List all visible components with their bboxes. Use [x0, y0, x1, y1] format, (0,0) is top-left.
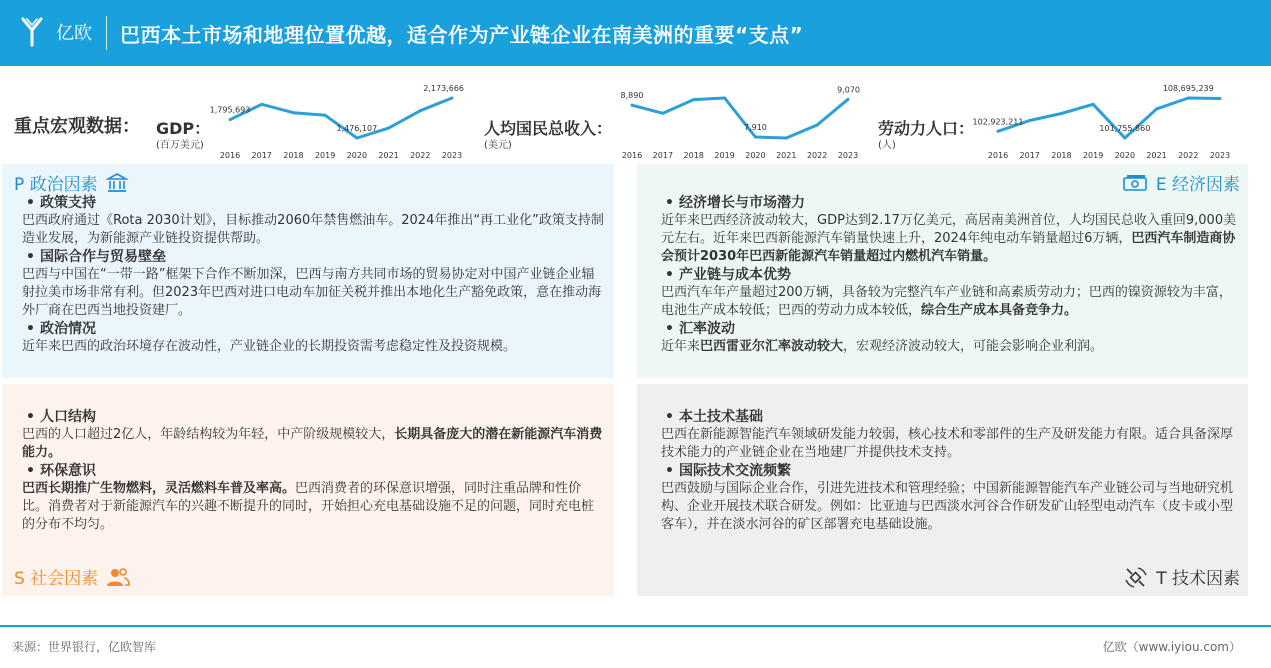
gni-label: 人均国民总收入：	[484, 119, 613, 138]
footer-brand: 亿欧（www.iyiou.com）	[1102, 640, 1241, 654]
social-text-2-main: 巴西消费者的环保意识增强，同时注重品牌和性价比。消费者对于新能源汽车的兴趣不断提升的同时，开始担心充电基础设施不足的问题，同时充电桩的分布不均匀。	[22, 481, 595, 532]
data-point	[292, 111, 295, 114]
political-text-3: 近年来巴西的政治环境存在波动性，产业链企业的长期投资需考虑稳定性及投资规模。	[22, 339, 517, 354]
x-tick-label: 2020	[1114, 151, 1136, 160]
data-point	[451, 97, 454, 100]
data-point	[1123, 137, 1126, 140]
data-label: 101,755,860	[1099, 124, 1151, 133]
social-title-text: S 社会因素	[14, 569, 99, 589]
political-text-2: 巴西与中国在“一带一路”框架下合作不断加深，巴西与南方共同市场的贸易协定对中国产业链企业辐射拉美市场非常有利。但2023年巴西对进口电动车加征关税并推出本地化生产豁免政策，意在推动海外厂商在巴西当地投资建厂。	[22, 267, 602, 318]
economic-text-2-bold: 综合生产成本具备竞争力。	[921, 303, 1078, 318]
social-head-1: • 人口结构	[22, 408, 604, 426]
data-point	[1187, 97, 1190, 100]
data-point	[229, 118, 232, 121]
page-title: 巴西本土市场和地理位置优越，适合作为产业链企业在南美洲的重要“支点”	[120, 23, 804, 47]
gdp-label: GDP：	[156, 119, 211, 138]
economic-content	[661, 194, 1241, 356]
data-point	[1060, 112, 1063, 115]
x-tick-label: 2020	[346, 151, 368, 160]
political-text-1: 巴西政府通过《Rota 2030计划》，目标推动2060年禁售燃油车。2024年推出“再工业化”政策支持制造业发展，为新能源产业链投资提供帮助。	[22, 213, 604, 246]
x-tick-label: 2017	[652, 151, 674, 160]
gdp-unit: (百万美元)	[156, 140, 204, 151]
technology-text-2: 巴西鼓励与国际企业合作，引进先进技术和管理经验；中国新能源智能汽车产业链公司与当地研究机构、企业开展技术联合研发。例如：比亚迪与巴西淡水河谷合作研发矿山轻型电动汽车（皮卡或小型客车），并在淡水河谷的矿区部署充电基础设施。	[661, 481, 1234, 532]
technology-head-2: • 国际技术交流频繁	[661, 462, 1241, 480]
data-point	[260, 103, 263, 106]
political-title-text: P 政治因素	[14, 175, 98, 195]
x-tick-label: 2023	[441, 151, 463, 160]
economic-head-3: • 汇率波动	[661, 320, 1241, 338]
government-building-icon	[106, 172, 128, 194]
x-tick-label: 2020	[745, 151, 766, 160]
social-head-2: • 环保意识	[22, 462, 604, 480]
data-point	[419, 109, 422, 112]
data-label: 102,923,211	[972, 117, 1024, 127]
political-head-1: • 政策支持	[22, 194, 604, 212]
data-point	[847, 98, 850, 101]
data-point	[1219, 97, 1222, 100]
x-tick-label: 2019	[714, 151, 735, 160]
money-icon	[1122, 172, 1148, 194]
x-tick-label: 2017	[251, 151, 272, 160]
data-point	[1028, 119, 1031, 122]
x-tick-label: 2018	[683, 151, 704, 160]
source-note: 来源：世界银行，亿欧智库	[12, 640, 157, 654]
social-panel	[2, 384, 614, 596]
political-panel	[2, 164, 614, 378]
technology-title-text: T 技术因素	[1156, 569, 1240, 589]
economic-text-3-bold: 巴西雷亚尔汇率波动较大	[700, 339, 844, 354]
data-point	[816, 123, 819, 126]
political-title	[14, 170, 128, 195]
logo-icon	[18, 15, 52, 49]
gni-unit: (美元)	[484, 140, 512, 151]
economic-text-3-pre: 近年来	[661, 339, 701, 354]
data-label: 108,695,239	[1162, 84, 1214, 93]
gni-line-chart	[612, 76, 868, 164]
gdp-line-chart	[210, 76, 472, 164]
political-content	[22, 194, 604, 356]
economic-head-1: • 经济增长与市场潜力	[661, 194, 1241, 212]
header-banner	[0, 0, 1271, 66]
technology-text-1: 巴西在新能源智能汽车领域研发能力较弱，核心技术和零部件的生产及研发能力有限。适合具备深厚技术能力的产业链企业在当地建厂并提供技术支持。	[661, 427, 1234, 460]
data-point	[355, 137, 358, 140]
data-point	[997, 130, 1000, 133]
data-point	[785, 137, 788, 140]
data-label: 8,890	[620, 91, 644, 101]
footer-divider	[0, 625, 1271, 627]
economic-head-2: • 产业链与成本优势	[661, 266, 1241, 284]
x-tick-label: 2022	[1178, 151, 1199, 160]
social-text-2-bold: 巴西长期推广生物燃料，灵活燃料车普及率高。	[22, 481, 296, 496]
data-point	[723, 97, 726, 100]
data-point	[754, 136, 757, 139]
technology-title	[1124, 564, 1240, 589]
political-head-3: • 政治情况	[22, 320, 604, 338]
x-tick-label: 2021	[1146, 151, 1167, 160]
x-tick-label: 2016	[621, 151, 643, 160]
x-tick-label: 2019	[314, 151, 336, 160]
economic-text-1	[661, 212, 1241, 266]
economic-text-2	[661, 284, 1241, 320]
economic-text-3	[661, 338, 1241, 356]
series-line	[632, 98, 848, 138]
x-tick-label: 2022	[806, 151, 828, 160]
x-tick-label: 2018	[1051, 151, 1072, 160]
labor-label: 劳动力人口：	[878, 119, 975, 138]
data-label: 1,795,693	[209, 105, 251, 115]
economic-text-2-main: 巴西汽车年产量超过200万辆，具备较为完整汽车产业链和高素质劳动力；巴西的镍资源较为丰富，电池生产成本较低；巴西的劳动力成本较低，	[661, 285, 1232, 318]
data-point	[324, 114, 327, 117]
economic-text-1-bold: 巴西汽车制造商协会预计2030年巴西新能源汽车销量超过内燃机汽车销量。	[661, 231, 1236, 264]
social-title	[14, 564, 130, 589]
x-tick-label: 2019	[1082, 151, 1104, 160]
technology-head-1: • 本土技术基础	[661, 408, 1241, 426]
economic-title	[1122, 170, 1240, 195]
data-label: 7,910	[743, 123, 767, 133]
data-label: 1,476,107	[336, 124, 378, 133]
labor-unit: (人)	[878, 140, 896, 151]
social-text-1-main: 巴西的人口超过2亿人，年龄结构较为年轻，中产阶级规模较大，	[22, 427, 395, 442]
data-label: 9,070	[837, 85, 860, 95]
header-divider	[106, 16, 107, 50]
macro-label: 重点宏观数据：	[14, 116, 140, 137]
x-tick-label: 2021	[378, 151, 399, 160]
x-tick-label: 2017	[1019, 151, 1040, 160]
logo-text: 亿欧	[56, 23, 92, 44]
data-point	[1155, 107, 1158, 110]
social-text-2	[22, 480, 604, 534]
x-tick-label: 2022	[410, 151, 431, 160]
political-head-2: • 国际合作与贸易壁垒	[22, 248, 604, 266]
x-tick-label: 2016	[219, 151, 241, 160]
logo	[18, 14, 92, 50]
data-point	[1092, 103, 1095, 106]
economic-panel	[637, 164, 1248, 378]
social-content	[22, 408, 604, 534]
technology-panel	[637, 384, 1248, 596]
data-point	[692, 98, 695, 101]
x-tick-label: 2016	[987, 151, 1009, 160]
economic-text-3-main: ，宏观经济波动较大，可能会影响企业利润。	[843, 339, 1104, 354]
data-point	[631, 104, 634, 107]
x-tick-label: 2021	[776, 151, 797, 160]
data-point	[661, 112, 664, 115]
people-icon	[106, 566, 130, 588]
satellite-icon	[1124, 566, 1148, 588]
labor-line-chart	[972, 76, 1240, 164]
technology-content	[661, 408, 1241, 534]
x-tick-label: 2023	[837, 151, 859, 160]
social-text-1-bold: 长期具备庞大的潜在新能源汽车消费能力。	[22, 427, 603, 460]
social-text-1	[22, 426, 604, 462]
data-label: 2,173,666	[423, 84, 464, 93]
economic-text-1-main: 近年来巴西经济波动较大，GDP达到2.17万亿美元，高居南美洲首位，人均国民总收入重回9,000美元左右。近年来巴西新能源汽车销量快速上升，2024年纯电动车销量超过6万辆，	[661, 213, 1237, 246]
economic-title-text: E 经济因素	[1155, 175, 1240, 195]
data-point	[387, 127, 390, 130]
x-tick-label: 2023	[1209, 151, 1231, 160]
x-tick-label: 2018	[283, 151, 304, 160]
